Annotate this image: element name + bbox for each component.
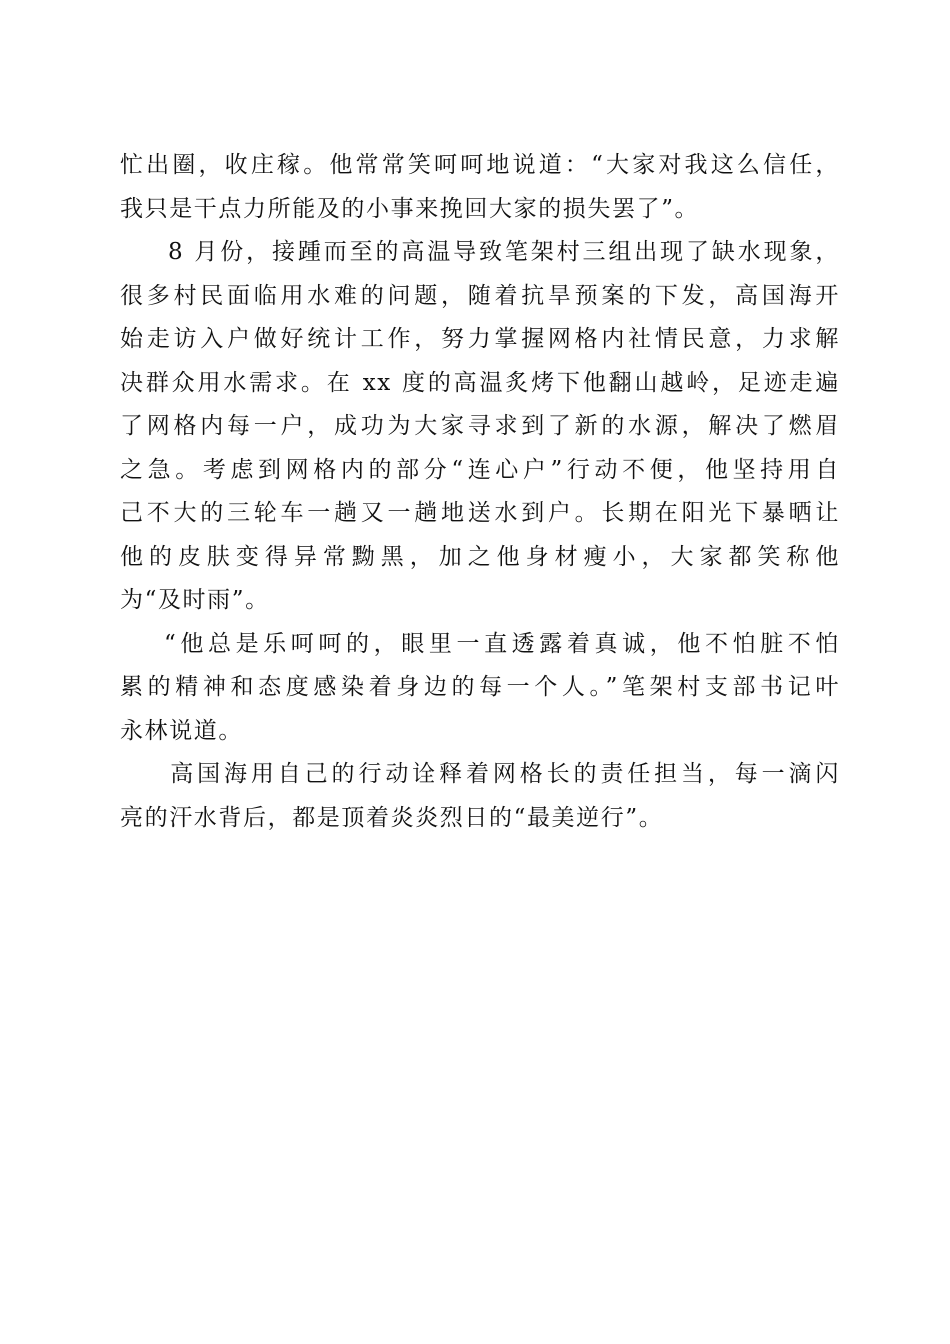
text-line: 决群众用水需求。在 xx 度的高温炙烤下他翻山越岭，足迹走遍 [120, 369, 840, 396]
text-line: 之急。考虑到网格内的部分“连心户”行动不便，他坚持用自 [120, 456, 840, 483]
text-line: 我只是干点力所能及的小事来挽回大家的损失罢了”。 [120, 195, 700, 222]
text-line-indented [120, 753, 840, 797]
text-line: 永林说道。 [120, 717, 243, 744]
text-line-indented [120, 623, 840, 667]
text-line-content: 高国海用自己的行动诠释着网格长的责任担当，每一滴闪 [168, 761, 840, 787]
text-line-content: 8 月份，接踵而至的高温导致笔架村三组出现了缺水现象， [168, 239, 840, 265]
paragraph-2 [120, 231, 840, 623]
paragraph-3 [120, 623, 840, 754]
paragraph-1 [120, 144, 840, 231]
text-line: 己不大的三轮车一趟又一趟地送水到户。长期在阳光下暴晒让 [120, 500, 840, 526]
text-line: 了网格内每一户，成功为大家寻求到了新的水源，解决了燃眉 [120, 413, 840, 439]
text-line: 很多村民面临用水难的问题，随着抗旱预案的下发，高国海开 [120, 282, 840, 309]
text-line: 他的皮肤变得异常黝黑，加之他身材瘦小，大家都笑称他 [120, 543, 840, 570]
text-line-content: “他总是乐呵呵的，眼里一直透露着真诚，他不怕脏不怕 [164, 630, 840, 657]
text-line: 忙出圈，收庄稼。他常常笑呵呵地说道：“大家对我这么信任， [120, 152, 840, 178]
text-line: 始走访入户做好统计工作，努力掌握网格内社情民意，力求解 [120, 326, 840, 352]
text-line: 亮的汗水背后，都是顶着炎炎烈日的“最美逆行”。 [120, 804, 664, 831]
article-body [120, 144, 840, 840]
text-line: 为“及时雨”。 [120, 587, 270, 613]
paragraph-4 [120, 753, 840, 840]
text-line-indented [120, 231, 840, 275]
text-line: 累的精神和态度感染着身边的每一个人。”笔架村支部书记叶 [120, 674, 840, 700]
